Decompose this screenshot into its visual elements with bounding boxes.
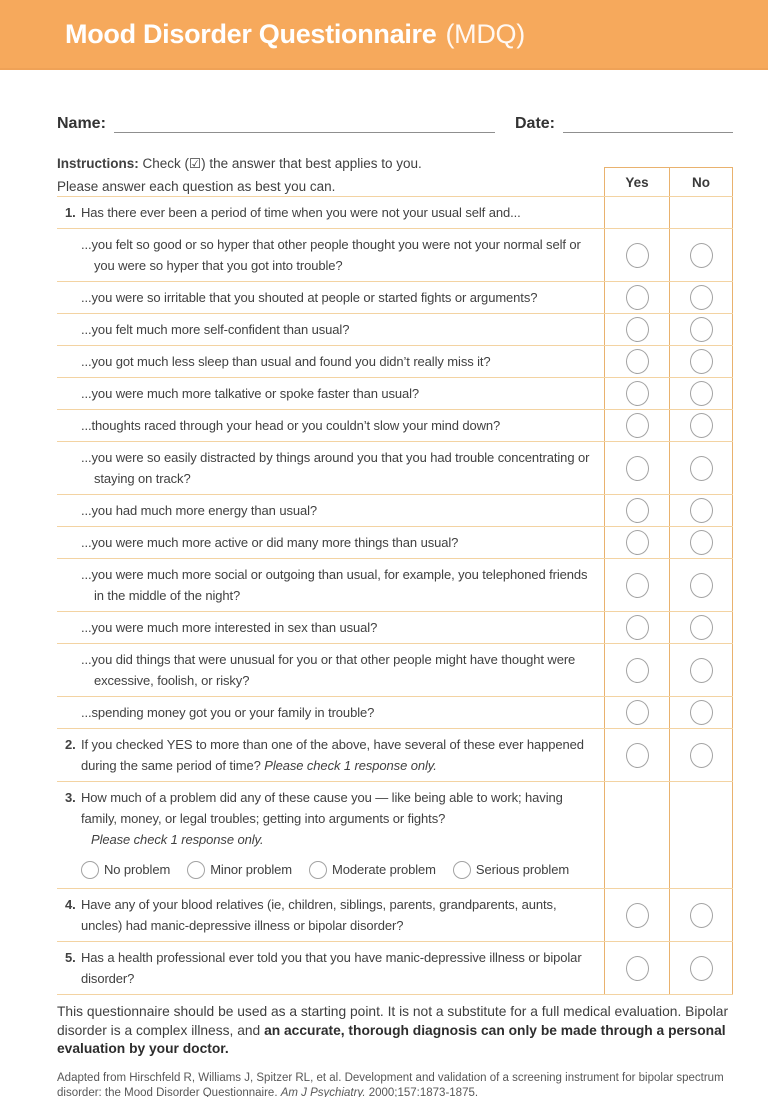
yes-checkbox[interactable] — [626, 243, 649, 268]
yes-checkbox[interactable] — [626, 615, 649, 640]
no-checkbox[interactable] — [690, 743, 713, 768]
question-number — [65, 564, 81, 606]
name-label: Name: — [57, 115, 106, 132]
no-checkbox[interactable] — [690, 615, 713, 640]
question-text — [81, 702, 596, 723]
question-text-main: ...you were so easily distracted by things around you that you had trouble concentrating or staying on track? — [81, 450, 590, 486]
yes-answer-cell[interactable] — [604, 942, 669, 994]
yes-answer-cell[interactable] — [604, 282, 669, 313]
question-number: 1. — [65, 205, 76, 220]
question-text-main: ...you were much more social or outgoing than usual, for example, you telephoned friends in the middle of the night? — [81, 567, 588, 603]
question-cell — [57, 346, 604, 377]
answer-cells — [604, 314, 733, 345]
question-cell — [57, 612, 604, 643]
no-checkbox[interactable] — [690, 285, 713, 310]
no-checkbox[interactable] — [690, 413, 713, 438]
question-text-main: Has a health professional ever told you that you have manic-depressive illness or bipolar disorder? — [81, 950, 582, 986]
option-label: Serious problem — [475, 862, 570, 877]
yes-checkbox[interactable] — [626, 530, 649, 555]
symptom-row — [57, 697, 733, 729]
question-text — [81, 649, 596, 691]
answer-cells — [604, 527, 733, 558]
no-checkbox[interactable] — [690, 317, 713, 342]
answer-cells — [604, 729, 733, 781]
question-cell — [57, 782, 604, 888]
no-answer-cell[interactable] — [669, 378, 733, 409]
question-cell — [57, 527, 604, 558]
yes-answer-cell[interactable] — [604, 495, 669, 526]
yes-checkbox[interactable] — [626, 573, 649, 598]
citation-after: 2000;157:1873-1875. — [365, 1086, 479, 1097]
instructions-and-headers — [57, 154, 733, 196]
question-text-main: ...you were so irritable that you shouted at people or started fights or arguments? — [81, 290, 538, 305]
answer-cells — [604, 346, 733, 377]
response-note: Please check 1 response only. — [91, 832, 264, 847]
yes-checkbox[interactable] — [626, 317, 649, 342]
citation-journal: Am J Psychiatry. — [280, 1086, 366, 1097]
symptom-row — [57, 229, 733, 282]
symptom-row — [57, 410, 733, 442]
instructions — [57, 154, 604, 196]
answer-cells — [604, 559, 733, 611]
symptom-row — [57, 346, 733, 378]
yes-checkbox[interactable] — [626, 381, 649, 406]
no-answer-cell[interactable] — [669, 527, 733, 558]
answer-cells — [604, 495, 733, 526]
no-column-header: No — [669, 168, 733, 196]
yes-answer-cell[interactable] — [604, 612, 669, 643]
no-answer-cell[interactable] — [669, 282, 733, 313]
yes-answer-cell — [604, 782, 669, 888]
yes-checkbox[interactable] — [626, 498, 649, 523]
answer-cells — [604, 410, 733, 441]
question-text — [81, 234, 596, 276]
question-number — [65, 617, 81, 638]
question-number — [65, 234, 81, 276]
yes-checkbox[interactable] — [626, 456, 649, 481]
question-text-main: Has there ever been a period of time when you were not your usual self and... — [81, 205, 521, 220]
symptom-row — [57, 527, 733, 559]
no-answer-cell — [669, 197, 733, 228]
question-text — [81, 351, 596, 372]
question-number — [65, 500, 81, 521]
question-text-main: ...you had much more energy than usual? — [81, 503, 318, 518]
answer-cells — [604, 942, 733, 994]
answer-cells — [604, 378, 733, 409]
yes-column-header: Yes — [604, 168, 669, 196]
option-serious-problem[interactable] — [453, 859, 569, 880]
answer-cells — [604, 442, 733, 494]
response-note: Please check 1 response only. — [260, 758, 437, 773]
option-minor-problem[interactable] — [187, 859, 292, 880]
question-text-main: ...you felt so good or so hyper that other people thought you were not your normal self or you were so hyper that you got into trouble? — [81, 237, 581, 273]
radio-circle-icon[interactable] — [187, 861, 205, 879]
option-label: No problem — [104, 862, 171, 877]
no-checkbox[interactable] — [690, 700, 713, 725]
no-checkbox[interactable] — [690, 956, 713, 981]
name-input-line[interactable] — [114, 114, 495, 133]
answer-cells — [604, 282, 733, 313]
symptom-row — [57, 314, 733, 346]
question-row — [57, 889, 733, 942]
question-cell — [57, 644, 604, 696]
title-main: Mood Disorder Questionnaire — [65, 18, 437, 49]
question-row — [57, 729, 733, 782]
question-number: 2. — [65, 737, 76, 752]
name-date-row — [57, 111, 733, 133]
question-row — [57, 782, 733, 889]
question-number: 5. — [65, 950, 76, 965]
yes-checkbox[interactable] — [626, 903, 649, 928]
title-abbreviation: (MDQ) — [445, 18, 525, 49]
no-answer-cell[interactable] — [669, 644, 733, 696]
disclaimer-bold: an accurate, thorough diagnosis can only be made through a personal evaluation by your doctor. — [57, 1022, 726, 1056]
disclaimer-regular: This questionnaire should be used as a starting point. It is not a substitute for a full medical evaluation. Bipolar disorder is a complex illness, and — [57, 1004, 729, 1038]
question-number — [65, 702, 81, 723]
yes-answer-cell[interactable] — [604, 644, 669, 696]
page-title — [65, 19, 525, 50]
question-text-main: ...you were much more interested in sex than usual? — [81, 620, 378, 635]
answer-cells — [604, 644, 733, 696]
option-label: Moderate problem — [332, 862, 436, 877]
disclaimer-text — [57, 1003, 733, 1059]
question-row — [57, 197, 733, 229]
option-no-problem[interactable] — [81, 859, 170, 880]
question-text — [81, 894, 596, 936]
problem-options — [81, 859, 596, 880]
question-text — [81, 319, 596, 340]
question-text — [81, 500, 596, 521]
symptom-row — [57, 282, 733, 314]
date-input-line[interactable] — [563, 114, 733, 133]
question-text-main: If you checked YES to more than one of the above, have several of these ever happened during the same period of time? — [81, 737, 584, 773]
question-text — [81, 564, 596, 606]
yes-checkbox[interactable] — [626, 700, 649, 725]
yes-checkbox[interactable] — [626, 956, 649, 981]
option-label: Minor problem — [210, 862, 292, 877]
symptom-row — [57, 442, 733, 495]
no-checkbox[interactable] — [690, 349, 713, 374]
question-table — [57, 196, 733, 995]
no-answer-cell[interactable] — [669, 612, 733, 643]
question-text — [81, 787, 596, 883]
radio-circle-icon[interactable] — [81, 861, 99, 879]
instructions-text: Check (☑) the answer that best applies to you. — [138, 156, 422, 171]
instructions-label: Instructions: — [57, 156, 139, 171]
question-text — [81, 617, 596, 638]
question-text — [81, 383, 596, 404]
question-cell — [57, 442, 604, 494]
no-answer-cell[interactable] — [669, 942, 733, 994]
symptom-row — [57, 644, 733, 697]
question-text — [81, 947, 596, 989]
symptom-row — [57, 378, 733, 410]
form-body — [0, 111, 768, 1097]
no-answer-cell[interactable] — [669, 697, 733, 728]
answer-cells — [604, 229, 733, 281]
yes-answer-cell[interactable] — [604, 729, 669, 781]
yes-answer-cell[interactable] — [604, 889, 669, 941]
yes-checkbox[interactable] — [626, 658, 649, 683]
symptom-row — [57, 559, 733, 612]
question-cell — [57, 410, 604, 441]
question-cell — [57, 697, 604, 728]
answer-column-headers — [604, 167, 733, 196]
question-cell — [57, 197, 604, 228]
radio-circle-icon[interactable] — [309, 861, 327, 879]
instructions-line1 — [57, 154, 604, 173]
answer-cells — [604, 697, 733, 728]
question-text-main: Have any of your blood relatives (ie, children, siblings, parents, grandparents, aunts, uncles) had manic-depressive illness or bipolar disorder? — [81, 897, 557, 933]
option-moderate-problem[interactable] — [309, 859, 436, 880]
symptom-row — [57, 612, 733, 644]
no-checkbox[interactable] — [690, 530, 713, 555]
answer-cells — [604, 612, 733, 643]
no-answer-cell[interactable] — [669, 314, 733, 345]
question-text — [81, 415, 596, 436]
no-answer-cell[interactable] — [669, 559, 733, 611]
question-text — [81, 532, 596, 553]
yes-answer-cell — [604, 197, 669, 228]
question-text-main: How much of a problem did any of these cause you — like being able to work; having family, money, or legal troubles; getting into arguments or fights? — [81, 790, 563, 826]
no-checkbox[interactable] — [690, 658, 713, 683]
answer-cells — [604, 782, 733, 888]
symptom-row — [57, 495, 733, 527]
answer-cells — [604, 197, 733, 228]
title-band — [0, 0, 768, 70]
question-text — [81, 734, 596, 776]
no-answer-cell[interactable] — [669, 495, 733, 526]
question-number: 4. — [65, 897, 76, 912]
yes-checkbox[interactable] — [626, 743, 649, 768]
question-number — [65, 649, 81, 691]
yes-checkbox[interactable] — [626, 349, 649, 374]
yes-answer-cell[interactable] — [604, 559, 669, 611]
yes-answer-cell[interactable] — [604, 314, 669, 345]
no-checkbox[interactable] — [690, 498, 713, 523]
question-cell — [57, 378, 604, 409]
question-text-main: ...you felt much more self-confident than usual? — [81, 322, 350, 337]
yes-answer-cell[interactable] — [604, 410, 669, 441]
question-number — [65, 532, 81, 553]
yes-answer-cell[interactable] — [604, 378, 669, 409]
no-checkbox[interactable] — [690, 243, 713, 268]
no-answer-cell[interactable] — [669, 410, 733, 441]
yes-answer-cell[interactable] — [604, 346, 669, 377]
yes-answer-cell[interactable] — [604, 229, 669, 281]
no-answer-cell[interactable] — [669, 889, 733, 941]
answer-cells — [604, 889, 733, 941]
yes-answer-cell[interactable] — [604, 442, 669, 494]
no-answer-cell — [669, 782, 733, 888]
no-answer-cell[interactable] — [669, 729, 733, 781]
no-answer-cell[interactable] — [669, 346, 733, 377]
question-text-main: ...spending money got you or your family in trouble? — [81, 705, 375, 720]
instructions-line2: Please answer each question as best you can. — [57, 179, 336, 194]
question-cell — [57, 495, 604, 526]
citation-text — [57, 1071, 733, 1097]
question-text-main: ...thoughts raced through your head or you couldn’t slow your mind down? — [81, 418, 501, 433]
yes-answer-cell[interactable] — [604, 527, 669, 558]
no-checkbox[interactable] — [690, 381, 713, 406]
yes-checkbox[interactable] — [626, 413, 649, 438]
question-text-main: ...you got much less sleep than usual and found you didn’t really miss it? — [81, 354, 491, 369]
question-number — [65, 415, 81, 436]
question-text-main: ...you were much more talkative or spoke faster than usual? — [81, 386, 420, 401]
question-cell — [57, 729, 604, 781]
question-text — [81, 287, 596, 308]
question-cell — [57, 889, 604, 941]
no-checkbox[interactable] — [690, 456, 713, 481]
question-number — [65, 319, 81, 340]
question-number — [65, 287, 81, 308]
question-text — [81, 202, 596, 223]
citation-before: Adapted from Hirschfeld R, Williams J, Spitzer RL, et al. Development and validation of a screening instrument for bipolar spectrum disorder: the Mood Disorder Questionnaire. — [57, 1071, 724, 1097]
yes-answer-cell[interactable] — [604, 697, 669, 728]
yes-checkbox[interactable] — [626, 285, 649, 310]
question-cell — [57, 559, 604, 611]
question-number — [65, 447, 81, 489]
question-text — [81, 447, 596, 489]
no-answer-cell[interactable] — [669, 229, 733, 281]
question-text-main: ...you did things that were unusual for you or that other people might have thought were excessive, foolish, or risky? — [81, 652, 576, 688]
no-checkbox[interactable] — [690, 903, 713, 928]
question-cell — [57, 229, 604, 281]
question-number — [65, 351, 81, 372]
question-text-main: ...you were much more active or did many more things than usual? — [81, 535, 459, 550]
question-cell — [57, 942, 604, 994]
question-number — [65, 383, 81, 404]
question-row — [57, 942, 733, 995]
date-label: Date: — [514, 115, 555, 132]
radio-circle-icon[interactable] — [453, 861, 471, 879]
question-cell — [57, 282, 604, 313]
question-number: 3. — [65, 790, 76, 805]
no-checkbox[interactable] — [690, 573, 713, 598]
no-answer-cell[interactable] — [669, 442, 733, 494]
question-cell — [57, 314, 604, 345]
